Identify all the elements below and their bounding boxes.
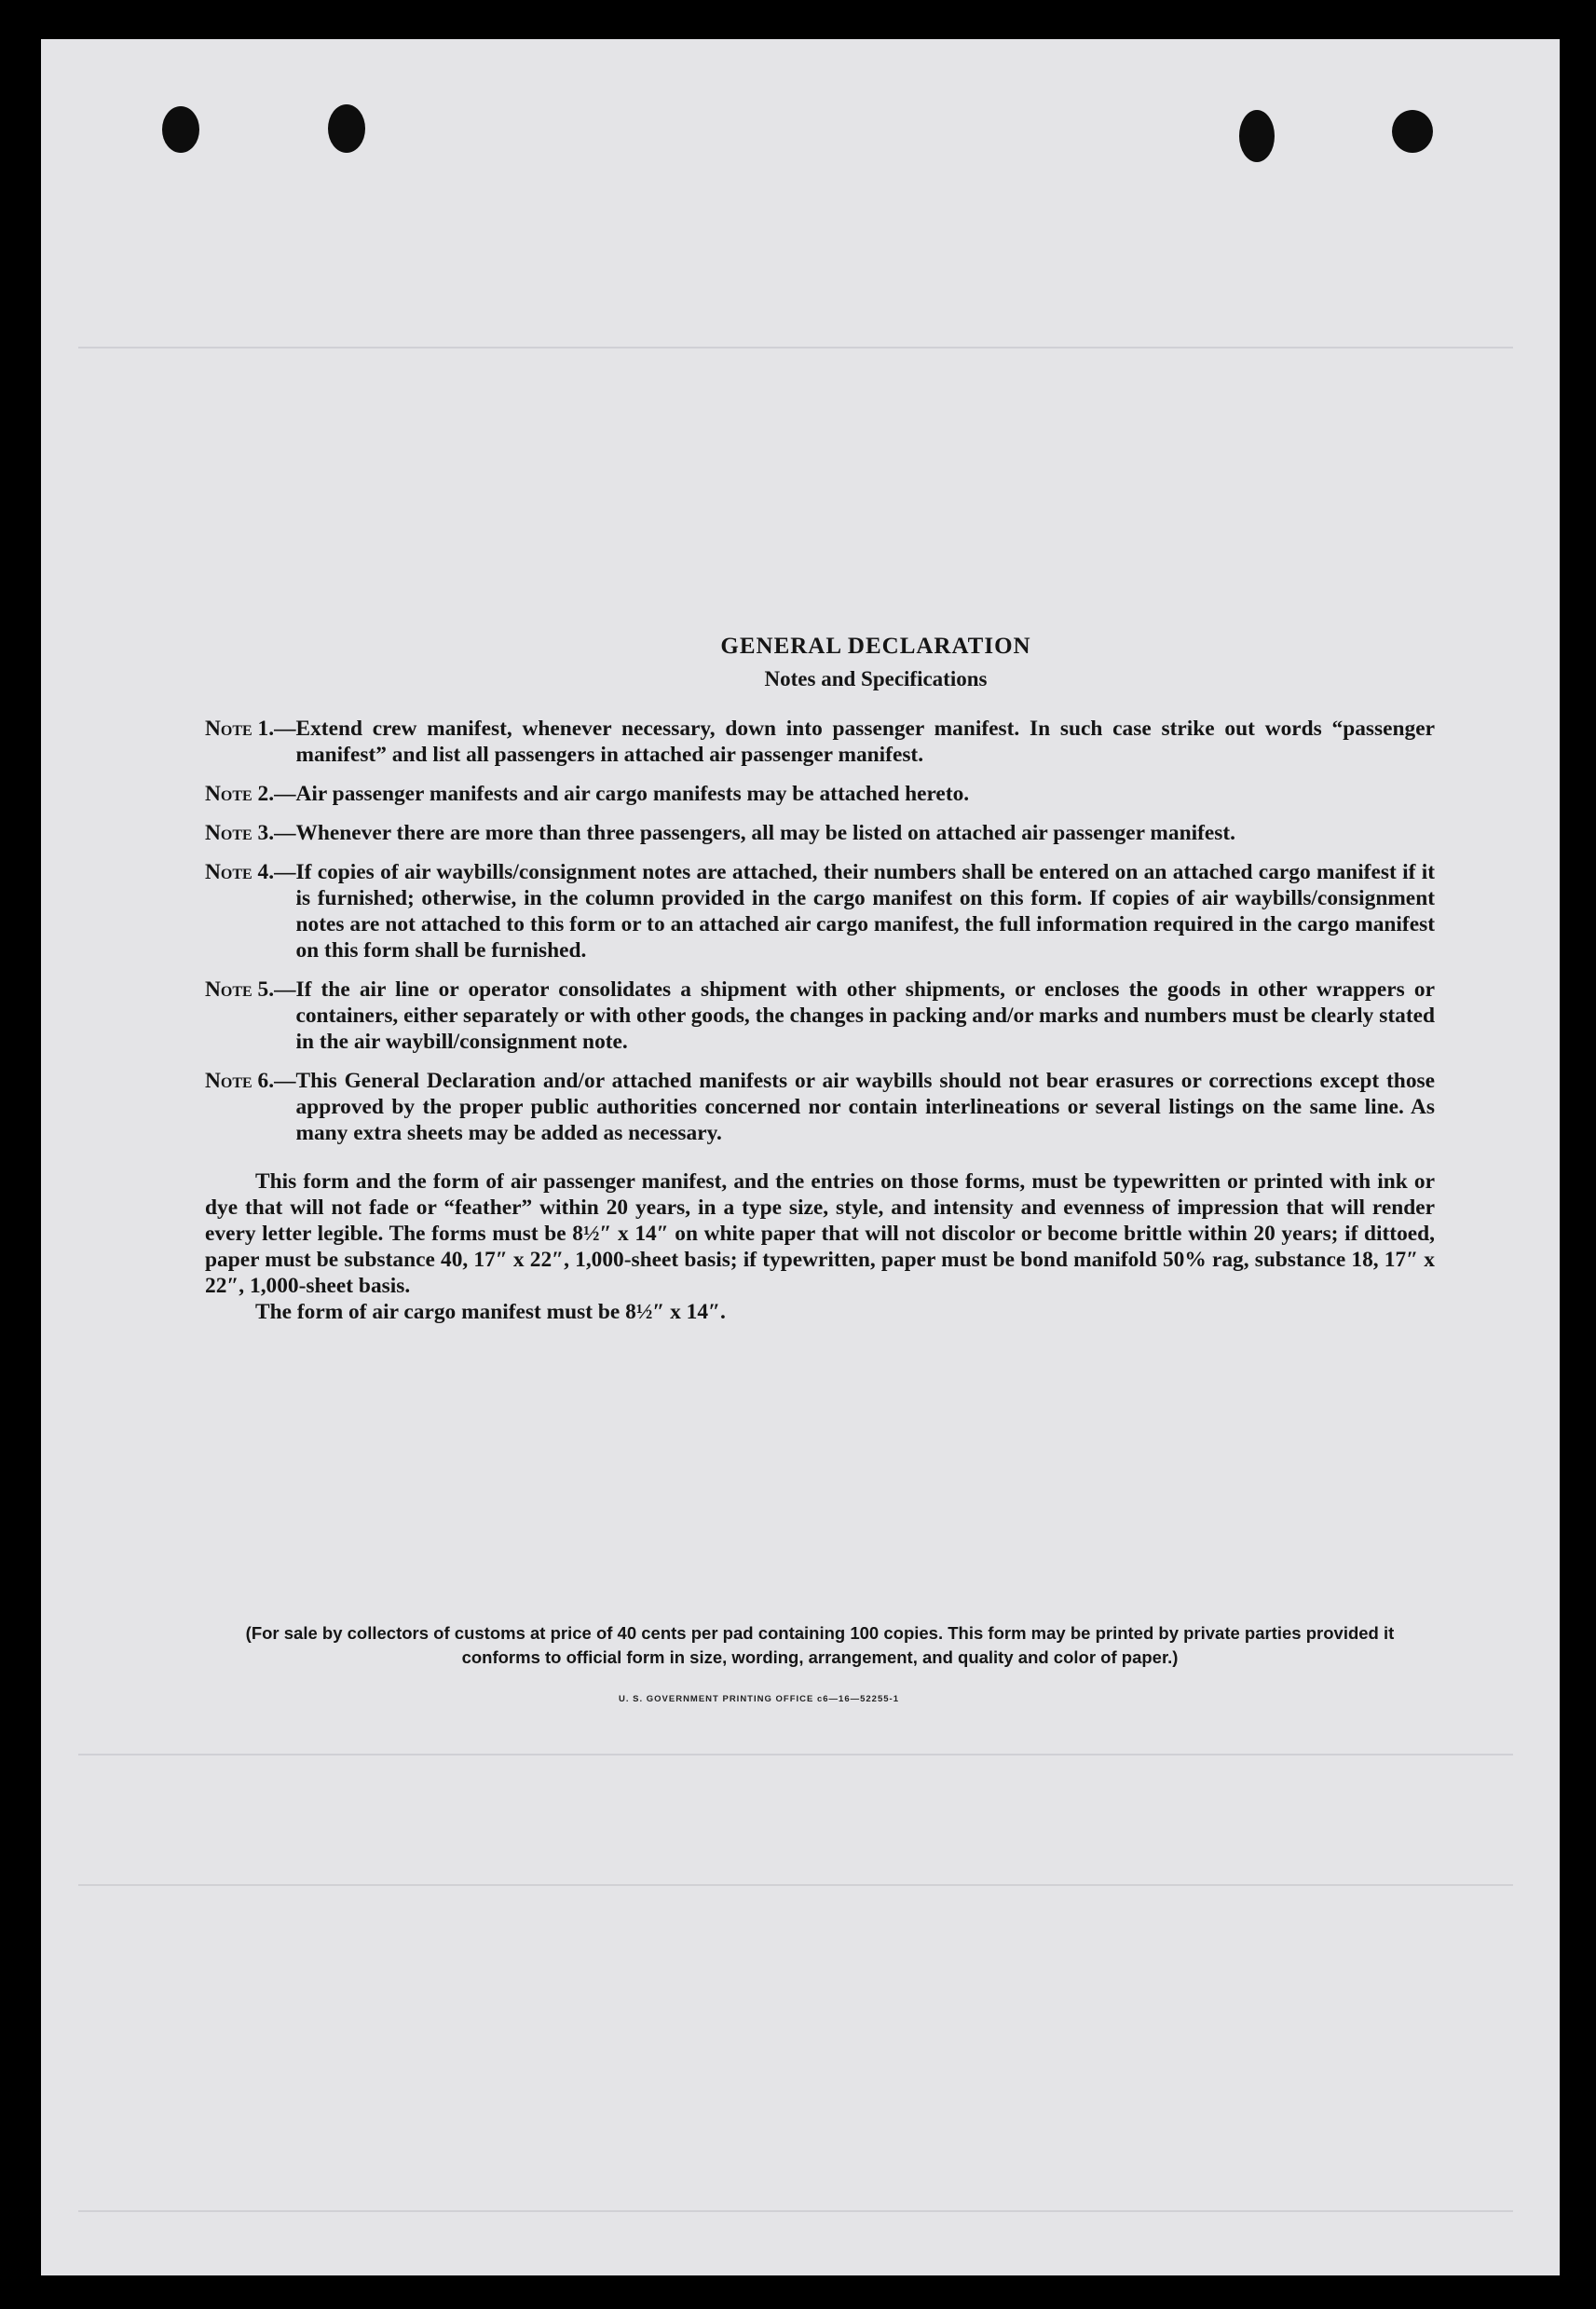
- note-4: [205, 859, 1435, 963]
- punch-hole: [162, 106, 199, 153]
- printer-imprint: U. S. GOVERNMENT PRINTING OFFICE c6—16—52255-1: [619, 1694, 899, 1704]
- sale-notice: (For sale by collectors of customs at price of 40 cents per pad containing 100 copies. This form may be printed by private parties provided it conforms to official form in size, wording, arrangement, and quality and color of paper.): [245, 1623, 1395, 1667]
- punch-hole: [328, 104, 365, 153]
- note-label: Note 4.—: [205, 860, 296, 884]
- note-text: This General Declaration and/or attached manifests or air waybills should not bear erasures or corrections except those approved by the proper public authorities concerned nor contain interlineations or several listings on the same line. As many extra sheets may be added as necessary.: [295, 1069, 1435, 1145]
- bleed-through-rule: [78, 1754, 1513, 1756]
- punch-hole: [1239, 110, 1275, 162]
- bleed-through-rule: [78, 2210, 1513, 2212]
- note-label: Note 1.—: [205, 717, 296, 741]
- note-5: [205, 977, 1435, 1055]
- note-label: Note 2.—: [205, 782, 296, 806]
- note-2: [205, 781, 1435, 807]
- note-label: Note 5.—: [205, 977, 296, 1002]
- note-label: Note 3.—: [205, 821, 296, 845]
- bleed-through-rule: [78, 1884, 1513, 1886]
- bleed-through-rule: [78, 347, 1513, 348]
- note-1: [205, 716, 1435, 768]
- punch-hole: [1392, 110, 1433, 153]
- note-text: Air passenger manifests and air cargo manifests may be attached hereto.: [295, 782, 970, 806]
- notes-section: [205, 634, 1435, 1325]
- note-6: [205, 1068, 1435, 1146]
- form-specification-paragraph: This form and the form of air passenger manifest, and the entries on those forms, must be typewritten or printed with ink or dye that will not fade or “feather” within 20 years, in a type size, style, and intensity and evenness of impression that will render every letter legible. The forms must be 8½″ x 14″ on white paper that will not discolor or become brittle within 20 years; if dittoed, paper must be substance 40, 17″ x 22″, 1,000-sheet basis; if typewritten, paper must be bond manifold 50% rag, substance 18, 17″ x 22″, 1,000-sheet basis.: [205, 1169, 1435, 1298]
- note-label: Note 6.—: [205, 1069, 296, 1093]
- page-title: GENERAL DECLARATION: [720, 634, 1031, 659]
- page-subtitle: Notes and Specifications: [764, 667, 988, 690]
- document-sheet: [41, 39, 1560, 2275]
- note-3: [205, 820, 1435, 846]
- cargo-manifest-specification: The form of air cargo manifest must be 8½″ x 14″.: [255, 1300, 726, 1324]
- note-text: Whenever there are more than three passengers, all may be listed on attached air passenger manifest.: [295, 821, 1235, 845]
- note-text: Extend crew manifest, whenever necessary, down into passenger manifest. In such case strike out words “passenger manifest” and list all passengers in attached air passenger manifest.: [295, 717, 1435, 767]
- note-text: If the air line or operator consolidates a shipment with other shipments, or encloses the goods in other wrappers or containers, either separately or with other goods, the changes in packing and/or marks and numbers must be clearly stated in the air waybill/consignment note.: [295, 977, 1435, 1054]
- note-text: If copies of air waybills/consignment notes are attached, their numbers shall be entered on an attached cargo manifest if it is furnished; otherwise, in the column provided in the cargo manifest on this form. If copies of air waybills/consignment notes are not attached to this form or to an attached air cargo manifest, the full information required in the cargo manifest on this form shall be furnished.: [295, 860, 1435, 963]
